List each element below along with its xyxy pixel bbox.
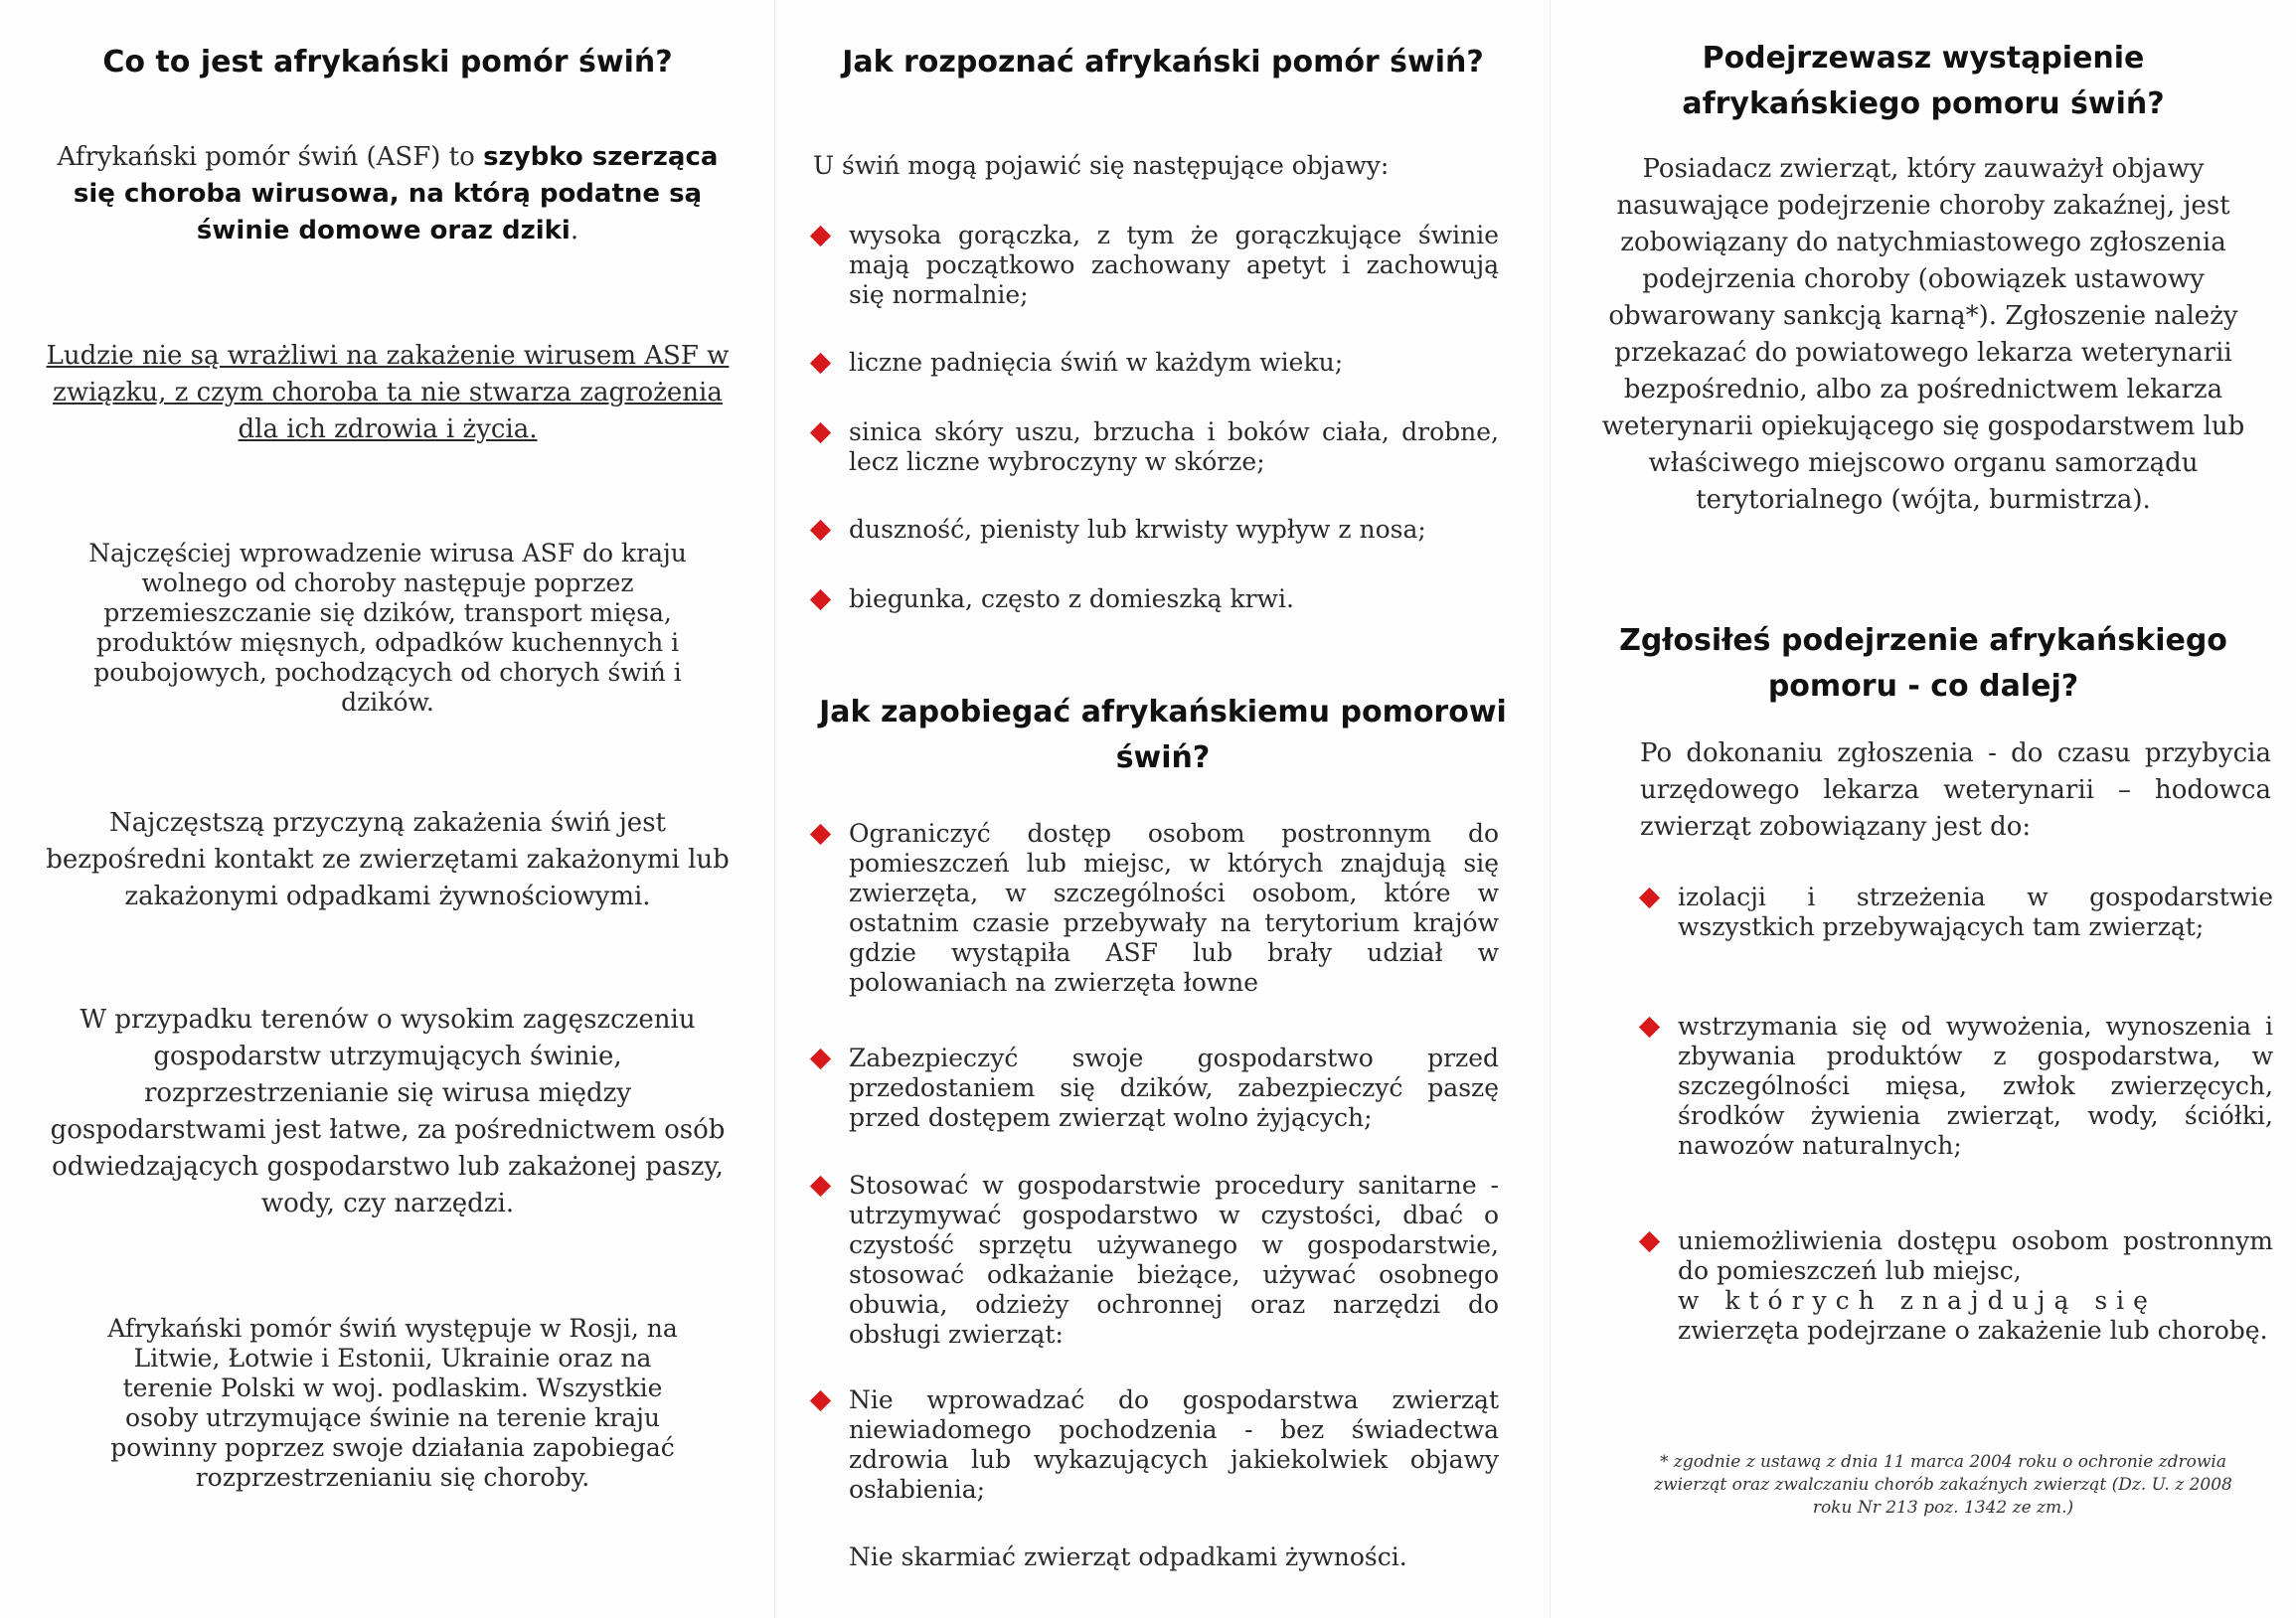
duty-text: izolacji i strzeżenia w gospodarstwie wszystkich przebywających tam zwierząt;	[1678, 883, 2273, 941]
intro-paragraph	[40, 139, 736, 249]
duty-text	[1678, 1226, 2273, 1346]
symptom-text: duszność, pienisty lub krwisty wypływ z nosa;	[849, 515, 1426, 544]
red-diamond-icon	[810, 589, 831, 610]
duty-text-part: w których znajdują się	[1678, 1286, 2157, 1315]
duty-item	[1642, 883, 2273, 942]
red-diamond-icon	[810, 353, 831, 374]
heading-suspect-asf: Podejrzewasz wystąpienie afrykańskiego pomoru świń?	[1682, 41, 2165, 121]
intro-end: .	[570, 216, 579, 245]
prevention-item	[813, 1171, 1499, 1350]
symptom-text: sinica skóry uszu, brzucha i boków ciała, drobne, lecz liczne wybroczyny w skórze;	[849, 417, 1499, 476]
intro-plain: Afrykański pomór świń (ASF) to	[57, 142, 484, 172]
dense-areas-paragraph: W przypadku terenów o wysokim zagęszczeniu gospodarstw utrzymujących świnie, rozprzestrzenianie się wirusa między gospodarstwami jest łatwe, za pośrednictwem osób odwiedzających gospodarstwo lub zakażonej paszy, wody, czy narzędzi.	[50, 1005, 726, 1218]
panel-right	[1551, 0, 2296, 1618]
reporting-obligation-paragraph: Posiadacz zwierząt, który zauważył objawy nasuwające podejrzenie choroby zakaźnej, jest zobowiązany do natychmiastowego zgłoszenia podejrzenia choroby (obowiązek ustawowy obwarowany sankcją karną*). Zgłoszenie należy przekazać do powiatowego lekarza weterynarii bezpośrednio, albo za pośrednictwem lekarza weterynarii opiekującego się gospodarstwem lub właściwego miejscowo organu samorządu terytorialnego (wójta, burmistrza).	[1601, 154, 2245, 515]
final-advice: Nie skarmiać zwierząt odpadkami żywności.	[849, 1542, 1407, 1571]
symptom-item	[813, 584, 1499, 614]
prevention-item	[813, 1044, 1499, 1133]
red-diamond-icon	[810, 520, 831, 541]
red-diamond-icon	[1639, 888, 1660, 908]
after-report-paragraph: Po dokonaniu zgłoszenia - do czasu przybycia urzędowego lekarza weterynarii – hodowca zwierząt zobowiązany jest do:	[1640, 738, 2271, 842]
prevention-text: Nie wprowadzać do gospodarstwa zwierząt niewiadomego pochodzenia - bez świadectwa zdrowia lub wykazujących jakiekolwiek objawy osłabienia;	[849, 1385, 1499, 1504]
symptom-item	[813, 515, 1499, 545]
duty-text-part: zwierzęta podejrzane o zakażenie lub chorobę.	[1678, 1316, 2268, 1345]
symptom-text: biegunka, często z domieszką krwi.	[849, 584, 1294, 613]
symptom-text: wysoka gorączka, z tym że gorączkujące świnie mają początkowo zachowany apetyt i zachowują się normalnie;	[849, 221, 1499, 309]
red-diamond-icon	[810, 1390, 831, 1411]
red-diamond-icon	[1639, 1017, 1660, 1038]
duty-text: wstrzymania się od wywożenia, wynoszenia i zbywania produktów z gospodarstwa, w szczególności mięsa, zwłok zwierzęcych, środków żywienia zwierząt, wody, ściółki, nawozów naturalnych;	[1678, 1012, 2273, 1160]
humans-not-susceptible-paragraph: Ludzie nie są wrażliwi na zakażenie wirusem ASF w związku, z czym choroba ta nie stwarza zagrożenia dla ich zdrowia i życia.	[46, 341, 730, 444]
duty-item	[1642, 1012, 2273, 1161]
panel-left	[0, 0, 775, 1618]
prevention-item	[813, 819, 1499, 998]
prevention-item	[813, 1385, 1499, 1505]
symptom-item	[813, 417, 1499, 477]
red-diamond-icon	[810, 422, 831, 443]
red-diamond-icon	[810, 1049, 831, 1069]
panel-middle	[775, 0, 1551, 1618]
virus-introduction-paragraph: Najczęściej wprowadzenie wirusa ASF do kraju wolnego od choroby następuje poprzez przemieszczanie się dzików, transport mięsa, produktów mięsnych, odpadków kuchennych i poubojowych, pochodzących od chorych świń i dzików.	[88, 539, 687, 717]
heading-what-next: Zgłosiłeś podejrzenie afrykańskiego pomoru - co dalej?	[1619, 623, 2227, 704]
duty-text-part: uniemożliwienia dostępu osobom postronnym do pomieszczeń lub miejsc,	[1678, 1226, 2273, 1285]
intro-bold: szybko szerząca się choroba wirusowa, na którą podatne są świnie domowe oraz dziki	[73, 142, 719, 245]
prevention-text: Ograniczyć dostęp osobom postronnym do pomieszczeń lub miejsc, w których znajdują się zwierzęta, w szczególności osobom, które w ostatnim czasie przebywały na terytorium krajów gdzie wystąpiła ASF lub brały udział w polowaniach na zwierzęta łowne	[849, 819, 1499, 997]
symptoms-intro: U świń mogą pojawić się następujące objawy:	[813, 151, 1390, 180]
prevention-text: Zabezpieczyć swoje gospodarstwo przed przedostaniem się dzików, zabezpieczyć paszę przed dostępem zwierząt wolno żyjących;	[849, 1044, 1499, 1132]
prevention-text: Stosować w gospodarstwie procedury sanitarne - utrzymywać gospodarstwo w czystości, dbać o czystość sprzętu używanego w gospodarstwie, stosować odkażanie bieżące, używać osobnego obuwia, odzieży ochronnej oraz narzędzi do obsługi zwierząt:	[849, 1171, 1499, 1349]
red-diamond-icon	[810, 226, 831, 246]
symptom-item	[813, 348, 1499, 378]
symptom-text: liczne padnięcia świń w każdym wieku;	[849, 348, 1344, 377]
heading-how-to-prevent: Jak zapobiegać afrykańskiemu pomorowi świń?	[819, 695, 1507, 775]
red-diamond-icon	[810, 1176, 831, 1197]
legal-footnote: * zgodnie z ustawą z dnia 11 marca 2004 roku o ochronie zdrowia zwierząt oraz zwalczaniu chorób zakaźnych zwierząt (Dz. U. z 2008 roku Nr 213 poz. 1342 ze zm.)	[1654, 1452, 2232, 1518]
heading-how-to-recognize: Jak rozpoznać afrykański pomór świń?	[842, 45, 1484, 80]
duty-item	[1642, 1226, 2273, 1346]
red-diamond-icon	[1639, 1231, 1660, 1252]
infection-cause-paragraph: Najczęstszą przyczyną zakażenia świń jest bezpośredni kontakt ze zwierzętami zakażonymi lub zakażonymi odpadkami żywnościowymi.	[46, 808, 730, 911]
red-diamond-icon	[810, 824, 831, 845]
symptom-item	[813, 221, 1499, 310]
occurrence-paragraph: Afrykański pomór świń występuje w Rosji, na Litwie, Łotwie i Estonii, Ukrainie oraz na terenie Polski w woj. podlaskim. Wszystkie osoby utrzymujące świnie na terenie kraju powinny poprzez swoje działania zapobiegać rozprzestrzenianiu się choroby.	[107, 1314, 678, 1492]
heading-what-is-asf: Co to jest afrykański pomór świń?	[102, 45, 673, 80]
